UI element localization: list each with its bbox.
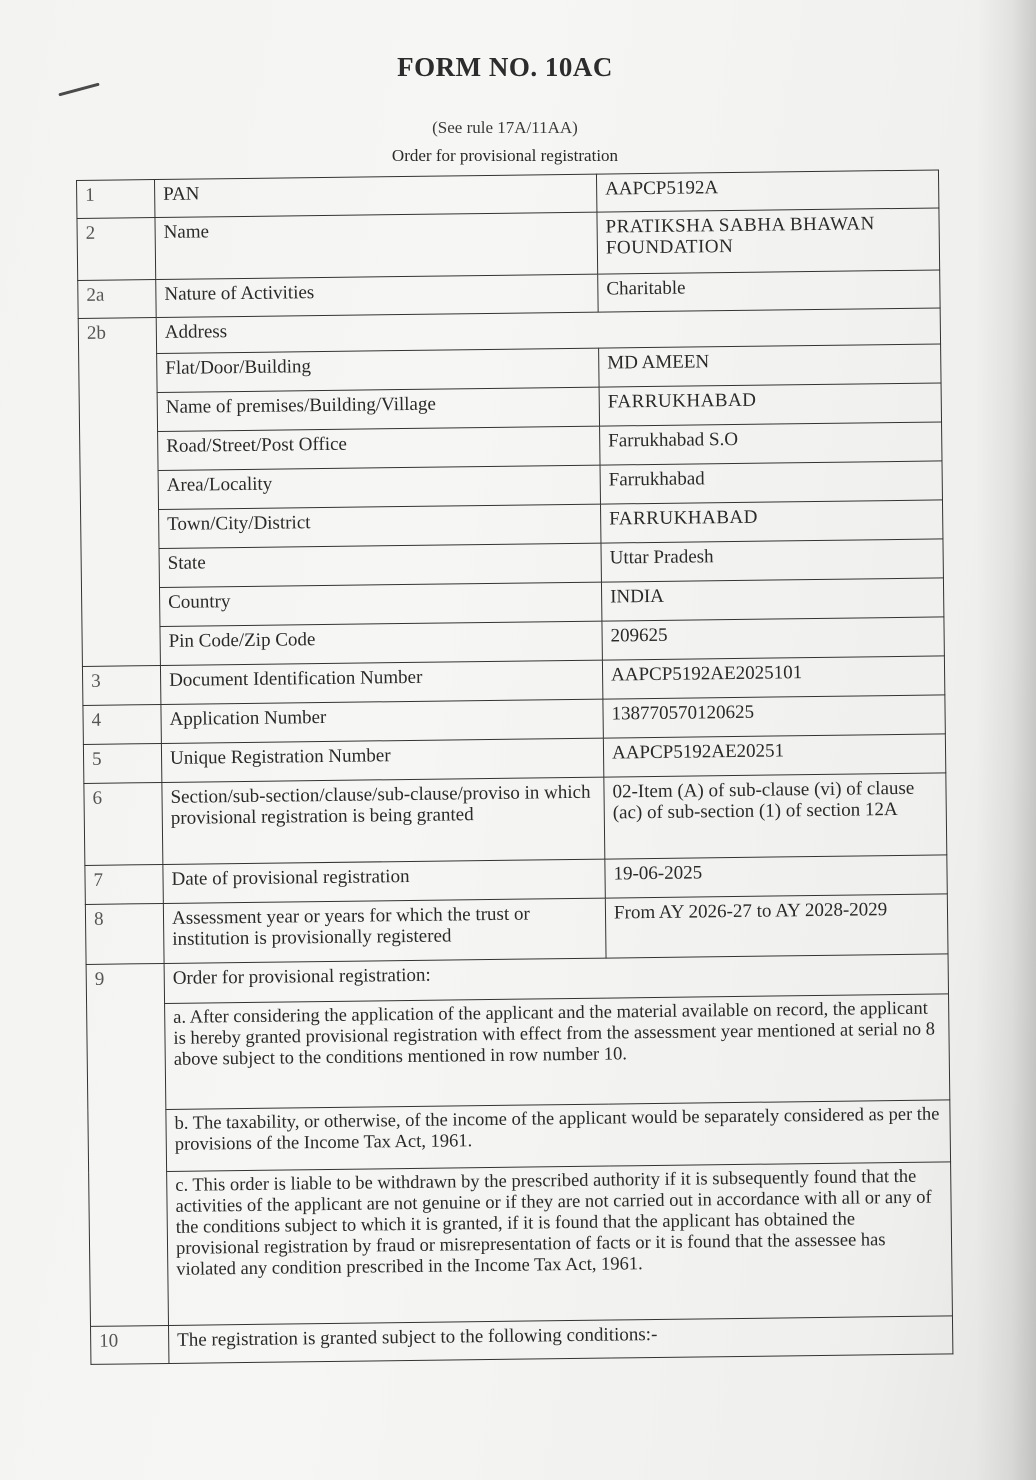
row-assessment-year	[85, 894, 948, 965]
field-value: AAPCP5192AE2025101	[602, 656, 944, 699]
row-number: 1	[77, 180, 155, 219]
row-number: 2a	[78, 280, 156, 319]
row-number: 7	[85, 864, 163, 904]
field-label: Name	[155, 212, 598, 279]
field-value: AAPCP5192A	[596, 170, 938, 212]
field-value: Charitable	[598, 270, 940, 312]
order-paragraph-b: b. The taxability, or otherwise, of the income of the applicant would be separately considered as per the provisions of the Income Tax Act, 1961.	[166, 1100, 951, 1172]
field-label: Road/Street/Post Office	[158, 426, 600, 470]
row-number: 10	[91, 1325, 169, 1364]
field-value: Farrukhabad	[600, 461, 942, 504]
field-label: PAN	[155, 174, 597, 217]
row-number: 4	[83, 705, 161, 745]
field-label: Flat/Door/Building	[157, 348, 599, 392]
field-value: 209625	[602, 617, 944, 660]
registration-table	[76, 169, 953, 1364]
field-value: FARRUKHABAD	[599, 383, 941, 426]
field-value: Uttar Pradesh	[601, 539, 943, 582]
field-label: Document Identification Number	[160, 660, 602, 704]
row-number: 3	[82, 666, 160, 706]
field-label: Nature of Activities	[156, 274, 598, 317]
rule-reference: (See rule 17A/11AA)	[432, 118, 578, 137]
field-label: Assessment year or years for which the trust or institution is provisionally registered	[163, 898, 606, 963]
order-paragraph-a: a. After considering the application of the applicant and the material available on record, the applicant is hereby granted provisional registration with effect from the assessment year mentioned at serial no 8 above subject to the conditions mentioned in row number 10.	[165, 994, 950, 1110]
field-label: Area/Locality	[158, 465, 600, 509]
field-label: Unique Registration Number	[161, 738, 603, 782]
row-number: 2b	[78, 318, 160, 667]
field-value: AAPCP5192AE20251	[603, 734, 945, 777]
field-value: INDIA	[601, 578, 943, 621]
form-subtitle: Order for provisional registration	[391, 146, 619, 165]
field-label: Country	[159, 582, 601, 626]
field-label: Section/sub-section/clause/sub-clause/proviso in which provisional registration is being granted	[162, 777, 605, 864]
row-number: 5	[83, 743, 161, 783]
field-label: Address	[156, 308, 940, 354]
row-order-para-b	[88, 1100, 951, 1173]
field-label: Order for provisional registration:	[164, 954, 948, 1004]
row-number: 8	[85, 903, 164, 964]
field-value: FARRUKHABAD	[600, 500, 942, 543]
field-value: MD AMEEN	[599, 344, 941, 387]
row-section	[84, 773, 947, 866]
row-order-para-a	[87, 994, 950, 1111]
field-value: From AY 2026-27 to AY 2028-2029	[605, 894, 948, 958]
field-label: State	[159, 543, 601, 587]
field-value: 19-06-2025	[605, 855, 947, 898]
field-label: Name of premises/Building/Village	[157, 387, 599, 431]
page-edge-shadow	[976, 0, 1036, 1480]
field-label: The registration is granted subject to the following conditions:-	[169, 1316, 953, 1364]
row-number: 9	[86, 963, 168, 1326]
field-value: PRATIKSHA SABHA BHAWAN FOUNDATION	[597, 208, 940, 274]
field-value: 138770570120625	[603, 695, 945, 738]
field-label: Town/City/District	[159, 504, 601, 548]
row-name	[77, 208, 940, 281]
row-order-para-c	[89, 1162, 953, 1327]
row-number: 6	[84, 782, 163, 865]
field-label: Pin Code/Zip Code	[160, 621, 602, 665]
order-paragraph-c: c. This order is liable to be withdrawn by the prescribed authority if it is subsequently found that the activities of the applicant are not genuine or if they are not carried out in accordance with all or any of the conditions subject to which it is granted, if it is found that the applicant has obtained the provisional registration by fraud or misrepresentation of facts or it is found that the assessee has violated any condition prescribed in the Income Tax Act, 1961.	[167, 1162, 953, 1326]
field-label: Date of provisional registration	[163, 859, 605, 903]
field-label: Application Number	[161, 699, 603, 743]
field-value: 02-Item (A) of sub-clause (vi) of clause (ac) of sub-section (1) of section 12A	[604, 773, 947, 859]
row-number: 2	[77, 218, 156, 281]
form-title: FORM NO. 10AC	[397, 52, 613, 82]
field-value: Farrukhabad S.O	[600, 422, 942, 465]
